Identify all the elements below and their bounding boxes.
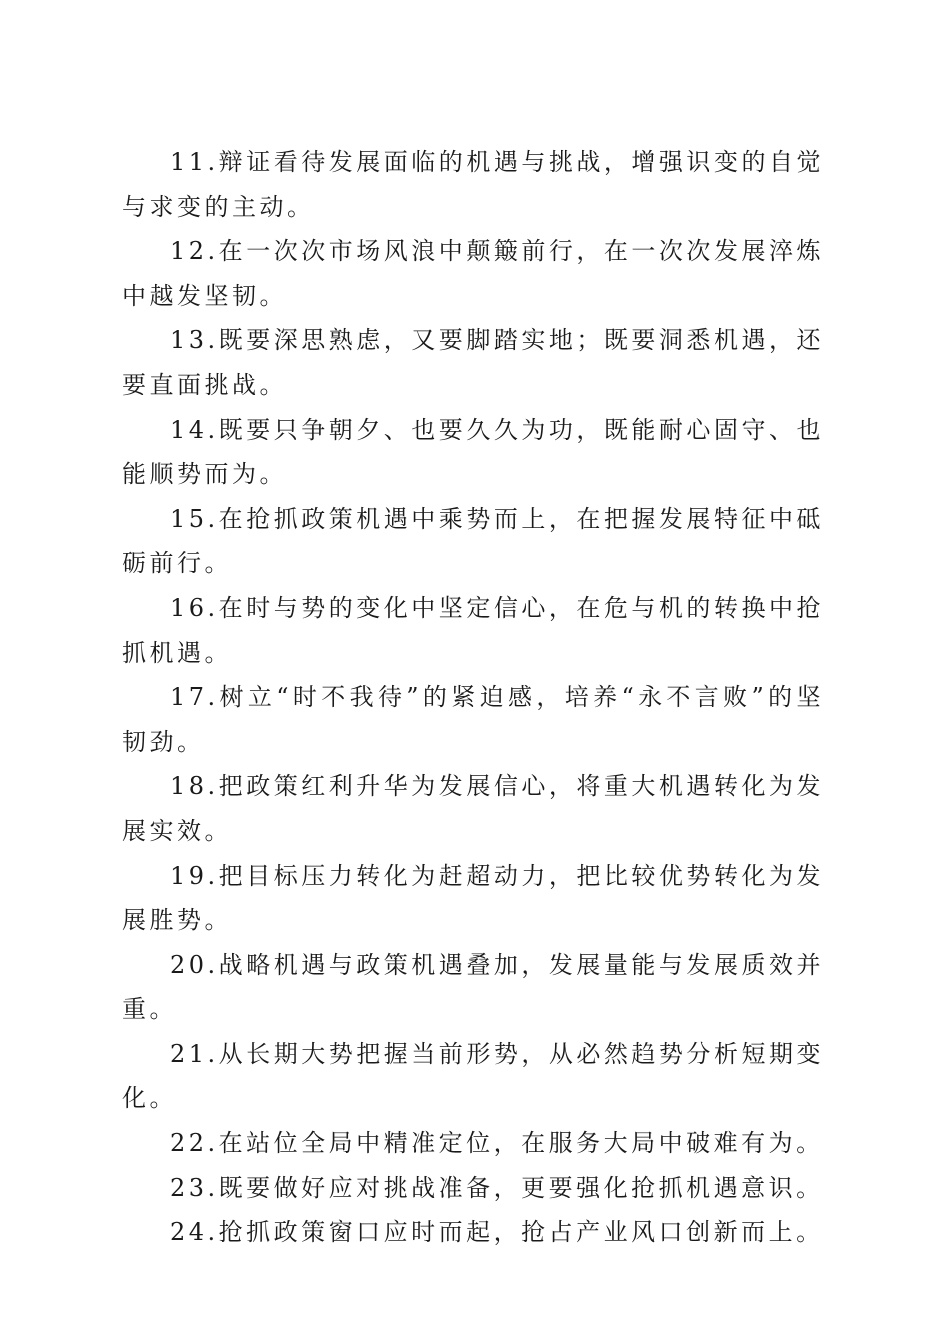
- paragraph-item-16: 16.在时与势的变化中坚定信心，在危与机的转换中抢抓机遇。: [122, 593, 824, 667]
- paragraph-item-22: 22.在站位全局中精准定位，在服务大局中破难有为。: [170, 1129, 824, 1158]
- document-body: [122, 140, 824, 1255]
- paragraph-item-21: 21.从长期大势把握当前形势，从必然趋势分析短期变化。: [122, 1039, 824, 1113]
- paragraph-item-15: 15.在抢抓政策机遇中乘势而上，在把握发展特征中砥砺前行。: [122, 504, 824, 578]
- paragraph-item-14: 14.既要只争朝夕、也要久久为功，既能耐心固守、也能顺势而为。: [122, 415, 824, 489]
- paragraph-item-13: 13.既要深思熟虑，又要脚踏实地；既要洞悉机遇，还要直面挑战。: [122, 326, 824, 399]
- paragraph-item-18: 18.把政策红利升华为发展信心，将重大机遇转化为发展实效。: [122, 772, 824, 845]
- paragraph-item-11: 11.辩证看待发展面临的机遇与挑战，增强识变的自觉与求变的主动。: [122, 148, 824, 221]
- paragraph-item-20: 20.战略机遇与政策机遇叠加，发展量能与发展质效并重。: [122, 950, 824, 1024]
- paragraph-item-24: 24.抢抓政策窗口应时而起，抢占产业风口创新而上。: [170, 1218, 824, 1247]
- paragraph-item-23: 23.既要做好应对挑战准备，更要强化抢抓机遇意识。: [170, 1173, 824, 1202]
- paragraph-item-19: 19.把目标压力转化为赶超动力，把比较优势转化为发展胜势。: [122, 861, 824, 935]
- paragraph-item-17: 17.树立“时不我待”的紧迫感，培养“永不言败”的坚韧劲。: [122, 683, 824, 756]
- paragraph-item-12: 12.在一次次市场风浪中颠簸前行，在一次次发展淬炼中越发坚韧。: [122, 237, 824, 310]
